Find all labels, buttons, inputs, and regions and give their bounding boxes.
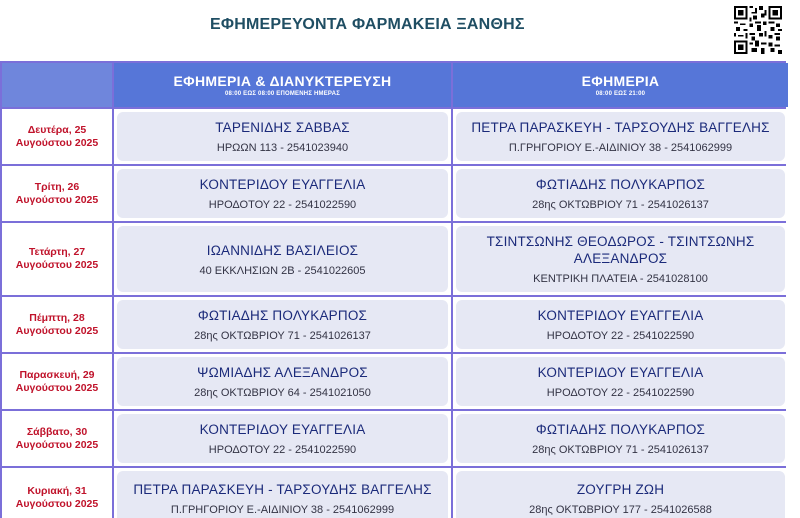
date-cell <box>2 223 112 295</box>
pharmacy-name: ΠΕΤΡΑ ΠΑΡΑΣΚΕΥΗ - ΤΑΡΣΟΥΔΗΣ ΒΑΓΓΕΛΗΣ <box>133 481 432 497</box>
date-month-year: Αυγούστου 2025 <box>15 259 99 271</box>
date-weekday: Σάββατο, 30 <box>26 425 88 438</box>
pharmacy-address: 28ης ΟΚΤΩΒΡΙΟΥ 71 - 2541026137 <box>194 330 371 342</box>
pharmacy-address: Π.ΓΡΗΓΟΡΙΟΥ Ε.-ΑΙΔΙΝΙΟΥ 38 - 2541062999 <box>508 142 733 154</box>
pharmacy-name: ΙΩΑΝΝΙΔΗΣ ΒΑΣΙΛΕΙΟΣ <box>206 242 359 258</box>
date-cell <box>2 297 112 352</box>
day-pharmacy-card <box>456 357 785 406</box>
pharmacy-address: 28ης ΟΚΤΩΒΡΙΟΥ 177 - 2541026588 <box>529 503 712 516</box>
pharmacy-name: ΚΟΝΤΕΡΙΔΟΥ ΕΥΑΓΓΕΛΙΑ <box>199 177 366 192</box>
pharmacy-address: ΗΡΟΔΟΤΟΥ 22 - 2541022590 <box>208 199 357 211</box>
day-pharmacy-card <box>456 112 785 161</box>
pharmacy-address: 28ης ΟΚΤΩΒΡΙΟΥ 71 - 2541026137 <box>532 444 709 456</box>
pharmacy-address: 28ης ΟΚΤΩΒΡΙΟΥ 64 - 2541021050 <box>194 387 371 399</box>
pharmacy-name: ΨΩΜΙΑΔΗΣ ΑΛΕΞΑΝΔΡΟΣ <box>197 365 368 380</box>
pharmacy-table <box>0 61 786 518</box>
date-month-year: Αυγούστου 2025 <box>15 381 99 394</box>
date-cell <box>2 411 112 466</box>
pharmacy-address: ΗΡΟΔΟΤΟΥ 22 - 2541022590 <box>546 387 695 399</box>
date-weekday: Πέμπτη, 28 <box>29 311 85 324</box>
date-cell <box>2 354 112 409</box>
pharmacy-address: Π.ΓΡΗΓΟΡΙΟΥ Ε.-ΑΙΔΙΝΙΟΥ 38 - 2541062999 <box>170 503 395 516</box>
header-night-duty <box>114 63 451 107</box>
date-weekday: Τετάρτη, 27 <box>28 246 86 258</box>
date-cell <box>2 166 112 221</box>
pharmacy-name: ΦΩΤΙΑΔΗΣ ΠΟΛΥΚΑΡΠΟΣ <box>535 422 706 437</box>
night-pharmacy-card <box>117 414 448 463</box>
pharmacy-name: ΦΩΤΙΑΔΗΣ ΠΟΛΥΚΑΡΠΟΣ <box>535 177 706 192</box>
date-cell <box>2 468 112 518</box>
pharmacy-name: ΤΣΙΝΤΣΩΝΗΣ ΘΕΟΔΩΡΟΣ - ΤΣΙΝΤΣΩΝΗΣ ΑΛΕΞΑΝΔΡΟΣ <box>486 234 755 266</box>
header-corner <box>2 63 112 107</box>
day-pharmacy-card <box>456 414 785 463</box>
day-pharmacy-card <box>456 471 785 518</box>
pharmacy-name: ΚΟΝΤΕΡΙΔΟΥ ΕΥΑΓΓΕΛΙΑ <box>537 365 704 380</box>
day-pharmacy-card <box>456 300 785 349</box>
date-cell <box>2 109 112 164</box>
date-weekday: Δευτέρα, 25 <box>27 123 87 136</box>
pharmacy-address: ΚΕΝΤΡΙΚΗ ΠΛΑΤΕΙΑ - 2541028100 <box>533 273 708 285</box>
pharmacy-address: ΗΡΟΔΟΤΟΥ 22 - 2541022590 <box>208 444 357 456</box>
night-pharmacy-card <box>117 300 448 349</box>
date-weekday: Κυριακή, 31 <box>27 485 87 497</box>
qr-code-icon <box>734 6 782 54</box>
pharmacy-name: ΚΟΝΤΕΡΙΔΟΥ ΕΥΑΓΓΕΛΙΑ <box>199 422 366 437</box>
date-month-year: Αυγούστου 2025 <box>15 193 99 206</box>
night-pharmacy-card <box>117 226 448 292</box>
night-pharmacy-card <box>117 169 448 218</box>
header-day-duty <box>453 63 788 107</box>
date-month-year: Αυγούστου 2025 <box>15 498 99 510</box>
pharmacy-address: 40 ΕΚΚΛΗΣΙΩΝ 2Β - 2541022605 <box>199 264 366 277</box>
pharmacy-name: ΚΟΝΤΕΡΙΔΟΥ ΕΥΑΓΓΕΛΙΑ <box>537 308 704 323</box>
night-pharmacy-card <box>117 112 448 161</box>
header-day-hours: 08:00 ΕΩΣ 21:00 <box>595 91 646 97</box>
date-month-year: Αυγούστου 2025 <box>15 136 99 149</box>
date-weekday: Τρίτη, 26 <box>34 180 80 193</box>
day-pharmacy-card <box>456 169 785 218</box>
pharmacy-address: ΗΡΟΔΟΤΟΥ 22 - 2541022590 <box>546 330 695 342</box>
pharmacy-name: ΦΩΤΙΑΔΗΣ ΠΟΛΥΚΑΡΠΟΣ <box>197 308 368 323</box>
day-pharmacy-card <box>456 226 785 292</box>
header-day-title: ΕΦΗΜΕΡΙΑ <box>581 73 660 89</box>
pharmacy-name: ΠΕΤΡΑ ΠΑΡΑΣΚΕΥΗ - ΤΑΡΣΟΥΔΗΣ ΒΑΓΓΕΛΗΣ <box>471 120 770 135</box>
pharmacy-name: ΖΟΥΓΡΗ ΖΩΗ <box>576 481 665 497</box>
header-night-title: ΕΦΗΜΕΡΙΑ & ΔΙΑΝΥΚΤΕΡΕΥΣΗ <box>173 73 392 89</box>
date-weekday: Παρασκευή, 29 <box>19 368 95 381</box>
night-pharmacy-card <box>117 471 448 518</box>
page-title: ΕΦΗΜΕΡΕΥΟΝΤΑ ΦΑΡΜΑΚΕΙΑ ΞΑΝΘΗΣ <box>210 16 525 33</box>
date-month-year: Αυγούστου 2025 <box>15 438 99 451</box>
pharmacy-name: ΤΑΡΕΝΙΔΗΣ ΣΑΒΒΑΣ <box>215 120 350 135</box>
pharmacy-address: 28ης ΟΚΤΩΒΡΙΟΥ 71 - 2541026137 <box>532 199 709 211</box>
night-pharmacy-card <box>117 357 448 406</box>
date-month-year: Αυγούστου 2025 <box>15 324 99 337</box>
pharmacy-address: ΗΡΩΩΝ 113 - 2541023940 <box>216 142 349 154</box>
header-night-hours: 08:00 ΕΩΣ 08:00 ΕΠΟΜΕΝΗΣ ΗΜΕΡΑΣ <box>224 91 341 97</box>
